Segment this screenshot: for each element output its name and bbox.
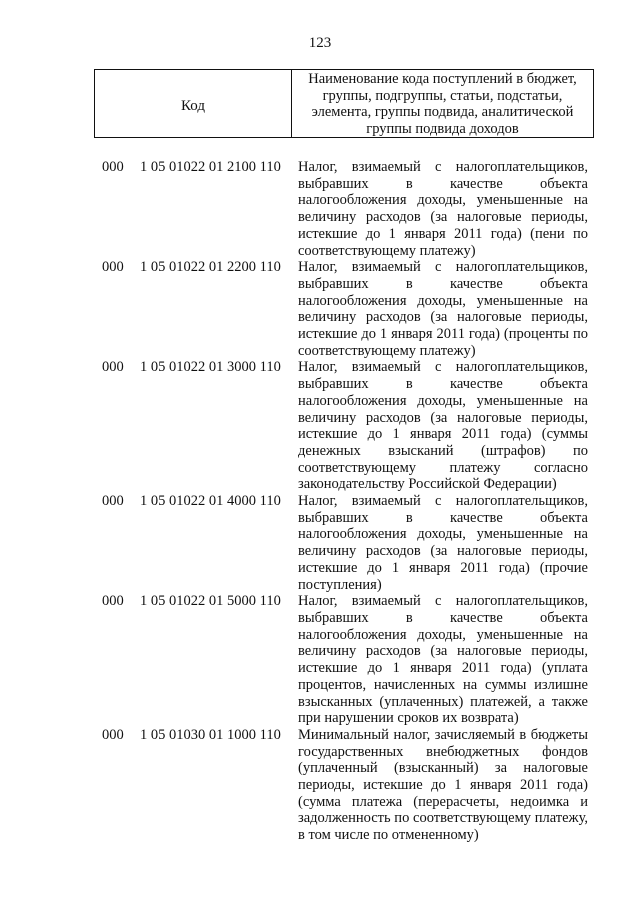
revenue-description: Минимальный налог, зачисляемый в бюджеты государственных внебюджетных фондов (уплаченный (взысканный) за налоговые периоды, истекшие до 1 января 2011 года) (сумма платежа (перерасчеты, недоимка и задолженность по соответствующему платежу, в том числе по отмененному) (298, 726, 588, 844)
admin-code: 000 (102, 493, 124, 510)
revenue-code: 1 05 01022 01 3000 110 (140, 359, 281, 376)
admin-code: 000 (102, 593, 124, 610)
revenue-description: Налог, взимаемый с налогоплательщиков, выбравших в качестве объекта налогообложения доходы, уменьшенные на величину расходов (за налоговые периоды, истекшие до 1 января 2011 года) (проценты по соответствующему платежу) (298, 259, 588, 359)
table-row (0, 593, 640, 727)
revenue-description: Налог, взимаемый с налогоплательщиков, выбравших в качестве объекта налогообложения доходы, уменьшенные на величину расходов (за налоговые периоды, истекшие до 1 января 2011 года) (уплата процентов, начисленных на суммы излишне взысканных (уплаченных) платежей, а также при нарушении сроков их возврата) (298, 593, 588, 727)
table-header (94, 69, 594, 138)
table-row (0, 493, 640, 593)
admin-code: 000 (102, 259, 124, 276)
revenue-description: Налог, взимаемый с налогоплательщиков, выбравших в качестве объекта налогообложения доходы, уменьшенные на величину расходов (за налоговые периоды, истекшие до 1 января 2011 года) (пени по соответствующему платежу) (298, 159, 588, 259)
table-row (0, 727, 640, 844)
revenue-description: Налог, взимаемый с налогоплательщиков, выбравших в качестве объекта налогообложения доходы, уменьшенные на величину расходов (за налоговые периоды, истекшие до 1 января 2011 года) (прочие поступления) (298, 493, 588, 593)
table-row (0, 159, 640, 259)
table-row (0, 359, 640, 493)
revenue-code: 1 05 01030 01 1000 110 (140, 726, 281, 743)
revenue-code: 1 05 01022 01 2100 110 (140, 159, 281, 175)
table-row (0, 259, 640, 359)
header-code-cell: Код (95, 70, 292, 137)
admin-code: 000 (102, 159, 124, 175)
header-name-cell: Наименование кода поступлений в бюджет, группы, подгруппы, статьи, подстатьи, элемента, группы подвида, аналитической группы подвида доходов (308, 71, 577, 137)
revenue-code: 1 05 01022 01 5000 110 (140, 593, 281, 610)
revenue-code: 1 05 01022 01 2200 110 (140, 259, 281, 276)
revenue-code: 1 05 01022 01 4000 110 (140, 493, 281, 510)
admin-code: 000 (102, 726, 124, 743)
page-number: 123 (308, 35, 332, 51)
table-body (0, 159, 640, 844)
revenue-description: Налог, взимаемый с налогоплательщиков, выбравших в качестве объекта налогообложения доходы, уменьшенные на величину расходов (за налоговые периоды, истекшие до 1 января 2011 года) (суммы денежных взысканий (штрафов) по соответствующему платежу согласно законодательству Российской Федерации) (298, 359, 588, 493)
admin-code: 000 (102, 359, 124, 376)
